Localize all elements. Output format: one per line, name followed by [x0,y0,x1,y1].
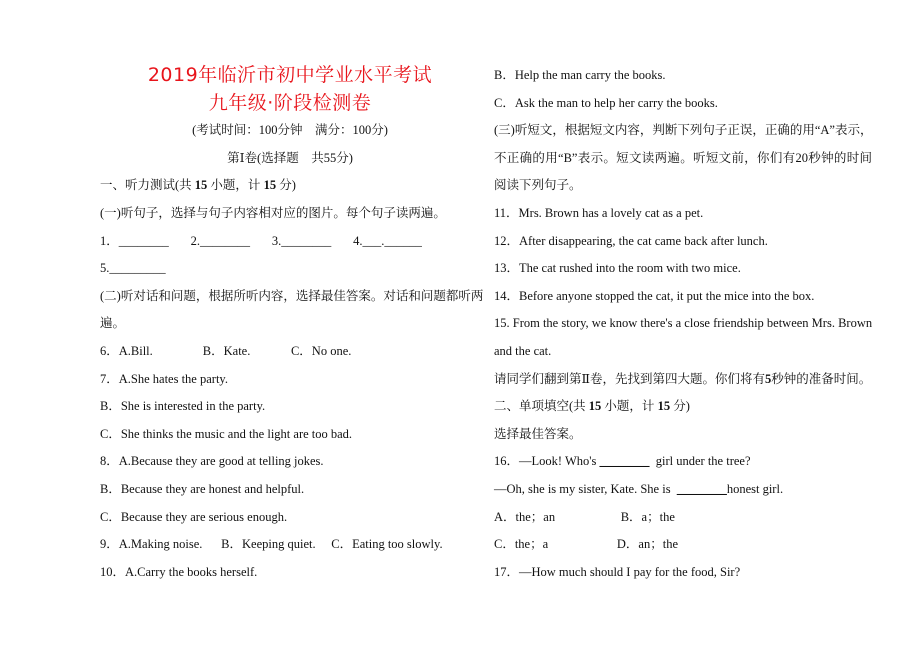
text-line [100,310,480,338]
text-segment: C．She thinks the music and the light are too bad. [100,426,353,441]
text-line [100,172,480,200]
text-line [100,559,480,587]
text-segment: 15 [588,399,602,414]
text-segment: 2019年临沂市初中学业水平考试 [147,64,433,86]
text-segment: 小题，计 [601,399,658,414]
text-line [494,366,872,394]
right-column [494,62,872,586]
text-segment: 选择最佳答案。 [494,426,582,441]
text-line [494,145,872,173]
text-line [100,476,480,504]
text-segment: (二)听对话和问题，根据所听内容，选择最佳答案。对话和问题都听两 [100,288,484,303]
text-segment: 15 [263,178,277,193]
text-segment: 第Ⅰ卷(选择题 共55分) [227,150,353,165]
text-line [494,255,872,283]
left-column [100,62,484,586]
text-segment: 11．Mrs. Brown has a lovely cat as a pet. [494,205,704,220]
text-line [494,117,872,145]
text-line [494,559,872,587]
text-segment: C．the；a D．an；the [494,537,679,552]
text-segment: 12．After disappearing, the cat came back after lunch. [494,233,768,248]
text-segment: 分) [670,399,690,414]
text-line [494,62,872,90]
text-segment: B．Help the man carry the books. [494,68,666,82]
text-segment: 分) [276,178,296,193]
text-segment: 15 [194,178,208,193]
text-line [494,200,872,228]
text-line [494,393,872,421]
text-segment: 10．A.Carry the books herself. [100,564,258,579]
text-segment: 阅读下列句子。 [494,178,582,193]
text-segment: 请同学们翻到第Ⅱ卷，先找到第四大题。你们将有 [494,371,765,386]
text-line [494,310,872,338]
text-line [494,504,872,532]
text-segment: 1．________ 2.________ 3.________ 4.___.______ [100,233,422,248]
text-segment: A．the；an B．a；the [494,509,675,524]
text-segment: (一)听句子，选择与句子内容相对应的图片。每个句子读两遍。 [100,205,446,220]
text-segment: honest girl. [726,481,784,496]
text-segment: 16．—Look! Who's [494,454,600,469]
text-segment: and the cat. [494,343,552,358]
text-line [100,283,484,311]
text-line [494,283,872,311]
text-line [100,421,480,449]
text-segment: girl under the tree? [649,454,751,469]
text-segment: 14．Before anyone stopped the cat, it put the mice into the box. [494,288,815,303]
text-line [494,476,872,504]
document-title [100,90,480,118]
text-line [100,366,480,394]
text-line [100,117,480,145]
answer-blank: ________ [676,481,727,496]
text-segment: 5._________ [100,261,166,276]
text-segment: (三)听短文，根据短文内容，判断下列句子正误，正确的用“A”表示， [494,123,873,138]
text-line [494,448,872,476]
text-segment: 9．A.Making noise. B．Keeping quiet. C．Eating too slowly. [100,537,443,552]
text-line [100,531,480,559]
text-segment: 13．The cat rushed into the room with two mice. [494,261,741,276]
text-line [494,531,872,559]
text-segment: B．She is interested in the party. [100,399,266,414]
text-segment: 秒钟的准备时间。 [771,371,872,386]
text-segment: 15. From the story, we know there's a close friendship between Mrs. Brown [494,316,873,331]
text-segment: 6．A.Bill. B．Kate. C．No one. [100,343,352,358]
text-segment: —Oh, she is my sister, Kate. She is [494,481,677,496]
text-segment: B．Because they are honest and helpful. [100,481,305,496]
text-line [100,255,480,283]
text-segment: 15 [657,399,671,414]
text-line [100,448,480,476]
text-line [494,338,872,366]
text-segment: 5 [765,371,772,386]
text-line [100,200,480,228]
text-line [494,90,872,118]
text-line [100,338,480,366]
text-segment: (考试时间：100分钟 满分：100分) [192,123,388,138]
text-segment: C．Because they are serious enough. [100,509,288,524]
text-line [494,421,872,449]
text-line [100,504,480,532]
text-segment: 九年级·阶段检测卷 [208,91,372,114]
text-line [494,172,872,200]
text-segment: 不正确的用“B”表示。短文读两遍。听短文前，你们有20秒钟的时间 [494,150,872,165]
text-segment: 一、听力测试(共 [100,178,195,193]
document-title [100,62,480,90]
text-line [100,228,480,256]
text-line [100,393,480,421]
text-line [100,145,480,173]
text-segment: 小题，计 [207,178,264,193]
text-segment: C．Ask the man to help her carry the books. [494,95,718,110]
text-segment: 8．A.Because they are good at telling jokes. [100,454,324,469]
text-segment: 7．A.She hates the party. [100,371,228,386]
answer-blank: ________ [599,454,650,469]
text-segment: 遍。 [100,316,126,331]
text-segment: 二、单项填空(共 [494,399,589,414]
text-segment: 17．—How much should I pay for the food, Sir? [494,564,741,579]
text-line [494,228,872,256]
